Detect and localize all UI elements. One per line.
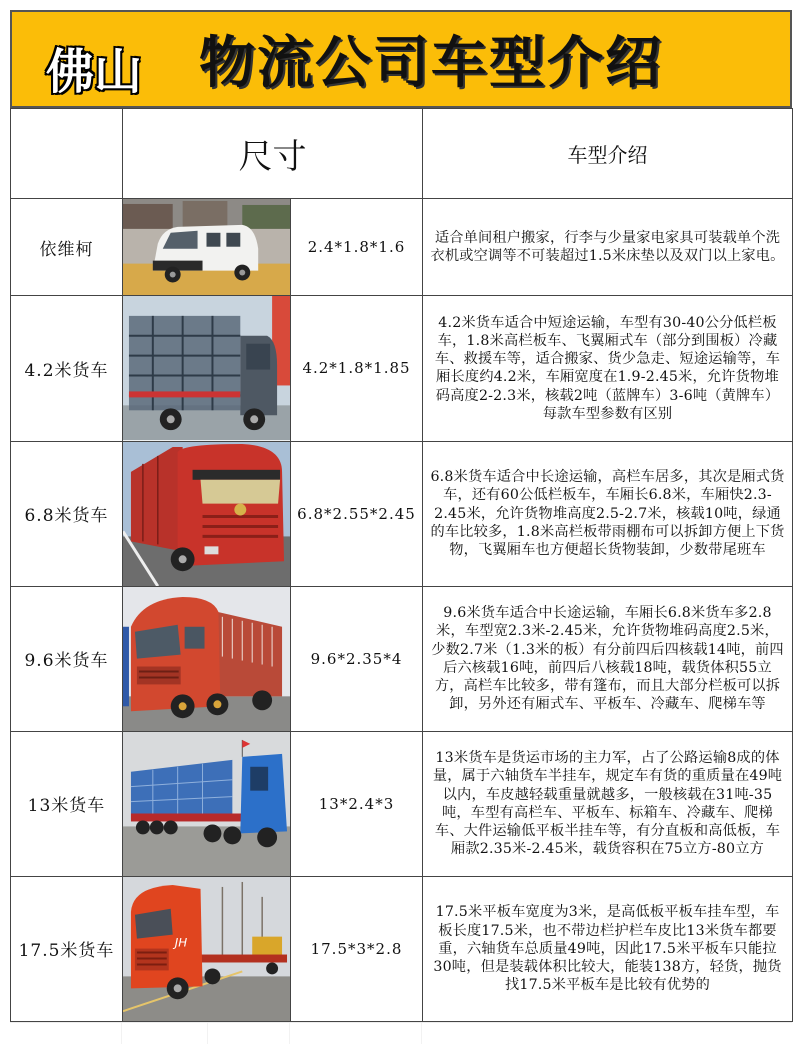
red-heavy-truck-photo [123, 587, 290, 731]
vehicle-size: 17.5*3*2.8 [291, 876, 423, 1021]
vehicle-size: 2.4*1.8*1.6 [291, 199, 423, 296]
vehicle-size: 13*2.4*3 [291, 731, 423, 876]
blue-semi-trailer-photo [123, 732, 290, 876]
vehicle-name: 依维柯 [11, 199, 123, 296]
vehicle-name: 4.2米货车 [11, 296, 123, 441]
vehicle-intro: 6.8米货车适合中长途运输，高栏车居多，其次是厢式货车，还有60公低栏板车，车厢长6.8米，车厢快2.3-2.45米，允许货物堆高度2.5-2.7米，核载10吨，绿通的车比较多，1.8米高栏板带雨棚布可以拆卸方便上下货物，飞翼厢车也方便超长货物装卸，少数带尾班车 [423, 441, 793, 586]
table-row [11, 731, 793, 876]
header-size: 尺寸 [123, 109, 423, 199]
table-header-row [11, 109, 793, 199]
vehicle-intro: 17.5米平板车宽度为3米，是高低板平板车挂车型，车板长度17.5米，也不带边栏护栏车皮比13米货车都要重，六轴货车总质量49吨，因此17.5米平板车只能拉30吨，但是装载体积比较大，能装138方，轻货，抛货找17.5米平板车是比较有优势的 [423, 876, 793, 1021]
vehicle-size: 4.2*1.8*1.85 [291, 296, 423, 441]
vehicle-size: 9.6*2.35*4 [291, 586, 423, 731]
vehicle-photo-cell [123, 441, 291, 586]
city-tag: 佛山 [46, 44, 143, 100]
vehicle-intro: 4.2米货车适合中短途运输，车型有30-40公分低栏板车，1.8米高栏板车、飞翼厢式车（部分到围板）冷藏车、救援车等，适合搬家、货少急走、短途运输等，车厢长度约4.2米，车厢宽度在1.9-2.45米，允许货物堆码高度2-2.3米，核载2吨（蓝牌车）3-6吨（黄牌车）每款车型参数有区别 [423, 296, 793, 441]
vehicle-name: 9.6米货车 [11, 586, 123, 731]
vehicle-table [10, 108, 793, 1022]
header-intro: 车型介绍 [423, 109, 793, 199]
table-row [11, 586, 793, 731]
white-van-photo [123, 199, 290, 295]
grey-light-truck-photo [123, 296, 290, 440]
red-medium-truck-photo [123, 442, 290, 586]
table-row [11, 441, 793, 586]
header-name-cell [11, 109, 123, 199]
vehicle-photo-cell [123, 199, 291, 296]
vehicle-intro: 9.6米货车适合中长途运输，车厢长6.8米货车多2.8米，车型宽2.3米-2.45米，允许货物堆码高度2.5米，少数2.7米（1.3米的板）有分前四后四核载14吨，前四后六核载16吨，前四后八核载18吨，载货体积55立方，高栏车比较多，带有篷布，而且大部分栏板可以拆卸，另外还有厢式车、平板车、冷藏车、爬梯车等 [423, 586, 793, 731]
vehicle-intro: 适合单间租户搬家，行李与少量家电家具可装载单个洗衣机或空调等不可装超过1.5米床垫以及双门以上家电。 [423, 199, 793, 296]
vehicle-photo-cell [123, 296, 291, 441]
vehicle-spec-sheet [10, 10, 792, 1022]
vehicle-intro: 13米货车是货运市场的主力军，占了公路运输8成的体量，属于六轴货车半挂车，规定车有货的重质量在49吨以内，车皮越轻载重量就越多，一般核载在31吨-35吨，车型有高栏车、平板车、标箱车、冷藏车、爬梯车、大件运输低平板半挂车等，有分直板和高低板，车厢款2.35米-2.45米，载货容积在75立方-80立方 [423, 731, 793, 876]
table-row [11, 876, 793, 1021]
red-flatbed-trailer-photo [123, 877, 290, 1021]
vehicle-photo-cell [123, 586, 291, 731]
svg-text:JH: JH [174, 935, 188, 950]
vehicle-name: 13米货车 [11, 731, 123, 876]
vehicle-photo-cell [123, 731, 291, 876]
table-continuation-ghost [10, 1022, 792, 1044]
table-row [11, 199, 793, 296]
vehicle-size: 6.8*2.55*2.45 [291, 441, 423, 586]
vehicle-name: 17.5米货车 [11, 876, 123, 1021]
vehicle-name: 6.8米货车 [11, 441, 123, 586]
table-row [11, 296, 793, 441]
page-title: 物流公司车型介绍 [199, 31, 663, 96]
vehicle-photo-cell [123, 876, 291, 1021]
